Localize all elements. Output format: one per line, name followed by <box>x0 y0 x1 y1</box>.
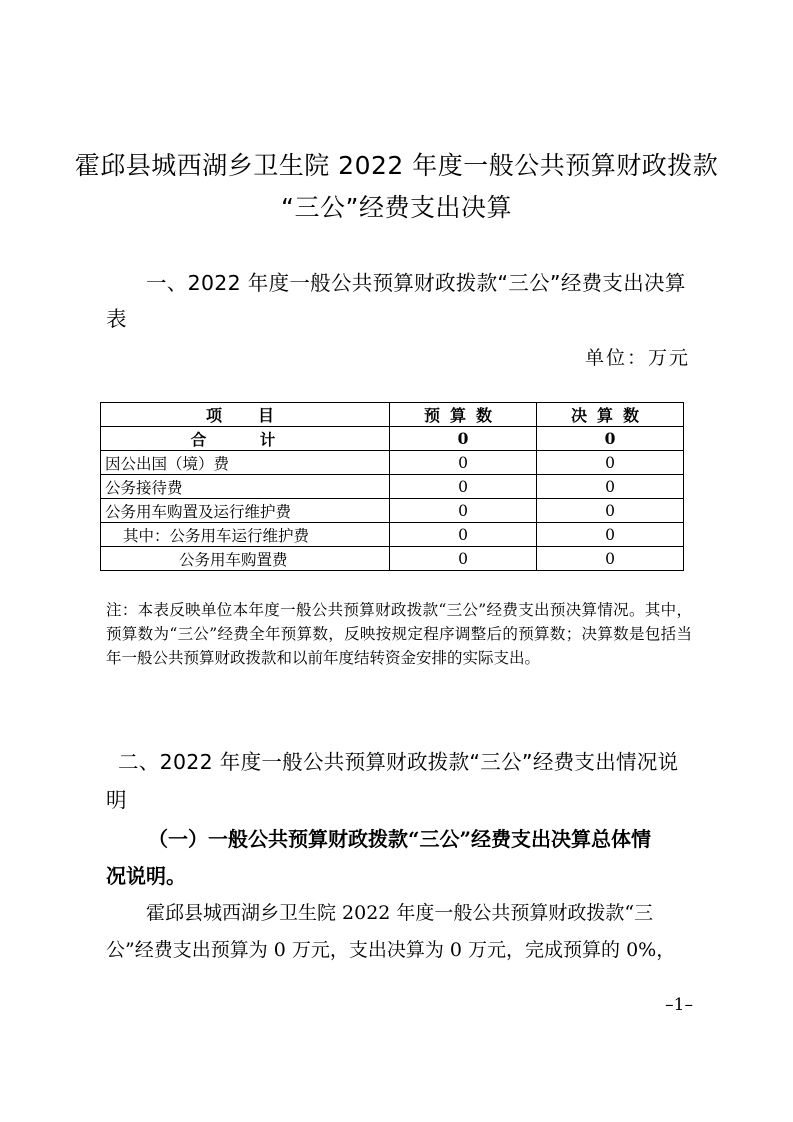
row-label: 合 计 <box>101 427 390 451</box>
header-final: 决算数 <box>537 403 684 427</box>
page-number: –1– <box>665 995 693 1015</box>
row-final: 0 <box>537 475 684 499</box>
table-row <box>101 547 684 571</box>
row-budget: 0 <box>390 475 537 499</box>
document-title-line2: “三公”经费支出决算 <box>281 193 512 222</box>
row-label: 公务用车购置费 <box>101 547 390 571</box>
row-final: 0 <box>537 523 684 547</box>
section2-heading-line2: 明 <box>106 788 127 812</box>
row-budget: 0 <box>390 427 537 451</box>
paragraph-line2: 公”经费支出预算为 0 万元，支出决算为 0 万元，完成预算的 0%， <box>106 939 676 961</box>
row-label: 因公出国（境）费 <box>101 451 390 475</box>
table-header-row <box>101 403 684 427</box>
header-budget: 预算数 <box>390 403 537 427</box>
unit-label: 单位：万元 <box>584 347 690 369</box>
table-row <box>101 451 684 475</box>
row-label: 公务用车购置及运行维护费 <box>101 499 390 523</box>
subsection-heading-line2: 况说明。 <box>106 864 186 888</box>
header-item: 项 目 <box>101 403 390 427</box>
section1-heading-line1: 一、2022 年度一般公共预算财政拨款“三公”经费支出决算 <box>146 271 686 295</box>
row-budget: 0 <box>390 547 537 571</box>
row-final: 0 <box>537 451 684 475</box>
row-label: 公务接待费 <box>101 475 390 499</box>
row-budget: 0 <box>390 499 537 523</box>
row-budget: 0 <box>390 451 537 475</box>
table-row <box>101 523 684 547</box>
document-title-line1: 霍邱县城西湖乡卫生院 2022 年度一般公共预算财政拨款 <box>74 151 719 180</box>
row-final: 0 <box>537 547 684 571</box>
row-budget: 0 <box>390 523 537 547</box>
table-row-total <box>101 427 684 451</box>
section1-heading-line2: 表 <box>106 307 127 331</box>
row-final: 0 <box>537 427 684 451</box>
expense-table <box>100 402 684 571</box>
table-row <box>101 499 684 523</box>
section2-heading-line1: 二、2022 年度一般公共预算财政拨款“三公”经费支出情况说 <box>118 750 679 774</box>
row-final: 0 <box>537 499 684 523</box>
row-label: 其中：公务用车运行维护费 <box>101 523 390 547</box>
table-note: 注：本表反映单位本年度一般公共预算财政拨款“三公”经费支出预决算情况。其中，预算数为“三公”经费全年预算数，反映按规定程序调整后的预算数；决算数是包括当年一般公共预算财政拨款和以前年度结转资金安排的实际支出。 <box>106 601 692 667</box>
paragraph-line1: 霍邱县城西湖乡卫生院 2022 年度一般公共预算财政拨款“三 <box>146 902 654 924</box>
subsection-heading-line1: （一）一般公共预算财政拨款“三公”经费支出决算总体情 <box>148 827 652 851</box>
table-row <box>101 475 684 499</box>
